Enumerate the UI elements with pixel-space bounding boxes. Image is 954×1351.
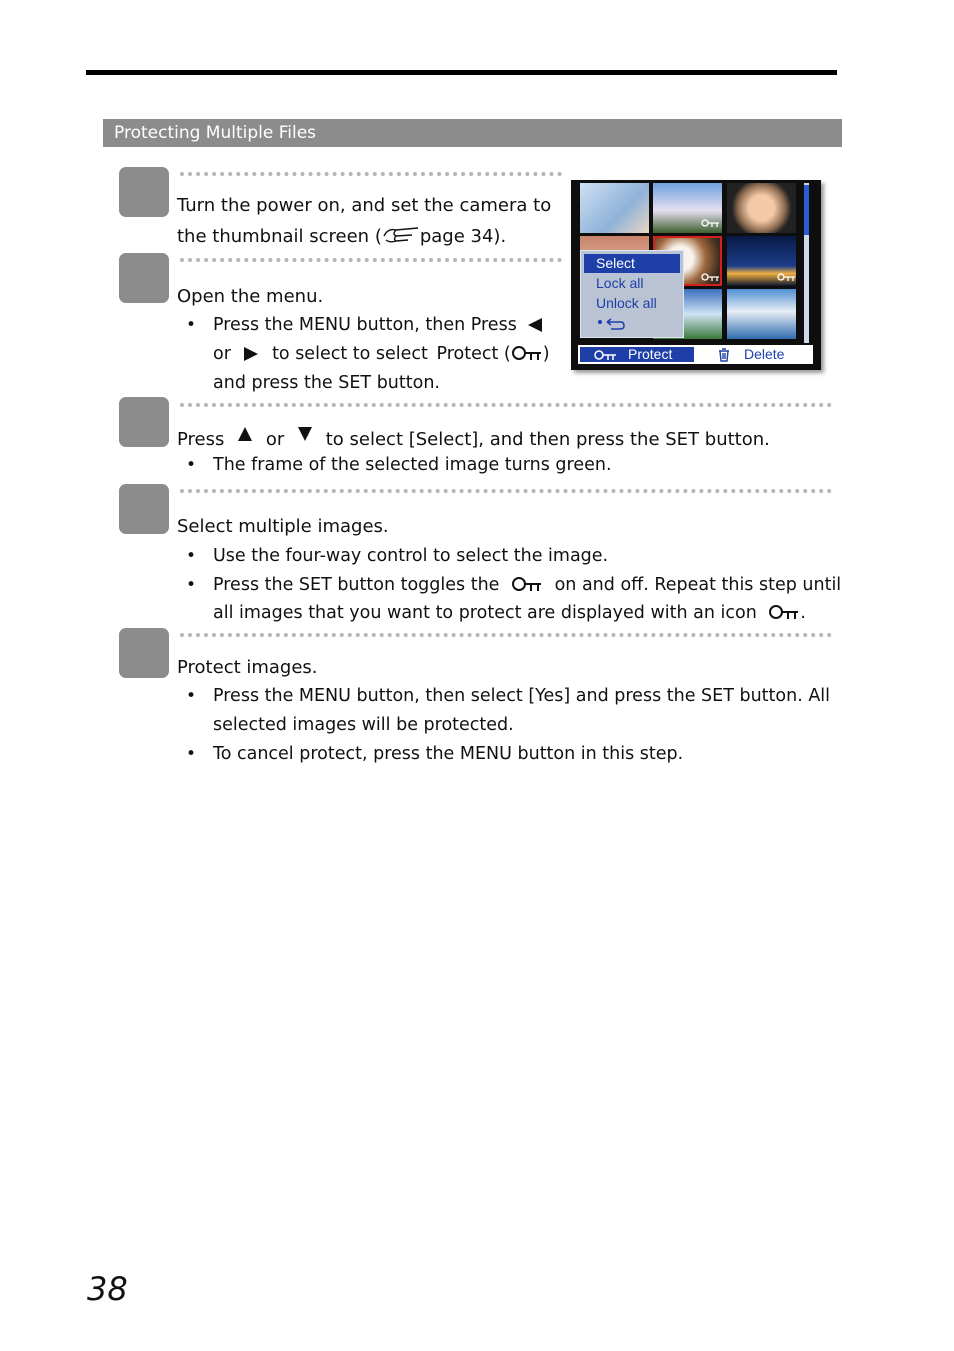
down-arrow-icon [296, 425, 314, 443]
set-label: SET [701, 686, 734, 706]
step-4-separator [180, 489, 832, 493]
step-5-separator [180, 633, 832, 637]
text: all images that you want to protect are displayed with an icon [213, 603, 757, 623]
bottom-delete-button[interactable] [717, 347, 811, 362]
step-5-bullet-1 [213, 684, 830, 708]
text: Press [177, 429, 225, 450]
menu-item-lock-all[interactable]: Lock all [596, 275, 644, 291]
text: and press the [570, 686, 702, 706]
left-arrow-icon [526, 317, 544, 333]
text: button toggles the [331, 575, 500, 595]
thumbnail-girl [727, 183, 796, 233]
text: button in this step. [511, 744, 684, 764]
step-2-separator [180, 258, 562, 262]
step-5-bullet-2 [213, 742, 683, 766]
step-badge-5 [119, 628, 169, 678]
bullet-dot: • [186, 546, 197, 566]
yes-label: [Yes] [528, 686, 571, 706]
bullet-dot: • [186, 315, 197, 335]
step-2-bullet-1 [213, 313, 544, 337]
step-4-title: Select multiple images. [177, 516, 389, 537]
bullet-dot: • [186, 744, 197, 764]
text: . [800, 603, 806, 623]
text: button, then select [350, 686, 529, 706]
step-2-title: Open the menu. [177, 286, 324, 307]
step-badge-4 [119, 484, 169, 534]
text: button. [371, 373, 440, 393]
step-badge-2 [119, 253, 169, 303]
text: To cancel protect, press the [213, 744, 460, 764]
bullet-dot: • [186, 575, 197, 595]
bullet-dot: • [186, 455, 197, 475]
step-3-separator [180, 403, 832, 407]
text: button, then Press [350, 315, 517, 335]
thumbnail-baby [580, 183, 649, 233]
section-header [103, 119, 842, 147]
camera-screen-illustration [571, 180, 821, 370]
protect-label: Protect [436, 344, 499, 364]
step-badge-1 [119, 167, 169, 217]
up-arrow-icon [236, 425, 254, 443]
bottom-delete-label: Delete [744, 346, 785, 362]
note-hand-icon [382, 224, 420, 244]
bottom-protect-button[interactable] [580, 347, 694, 362]
step-2-bullet-1-line-2 [213, 342, 550, 366]
menu-item-select[interactable]: Select [584, 254, 680, 273]
set-label: SET [338, 373, 372, 393]
protect-key-icon [768, 604, 800, 622]
set-label: SET [298, 575, 332, 595]
camera-menu [580, 250, 684, 338]
menu-label: MENU [459, 744, 512, 764]
step-badge-3 [119, 397, 169, 447]
step-5-title: Protect images. [177, 657, 318, 678]
step-1-line-2a: the thumbnail screen ( [177, 226, 382, 247]
step-3-title [177, 425, 770, 452]
trash-icon [717, 348, 731, 362]
menu-label: MENU [298, 315, 351, 335]
step-1-line-2b: page 34). [419, 226, 507, 247]
step-1-line-2 [177, 224, 506, 249]
protect-key-icon [594, 349, 618, 361]
right-arrow-icon [242, 346, 260, 362]
text: ) [542, 344, 550, 364]
section-title: Protecting Multiple Files [114, 123, 317, 143]
step-5-bullet-1-line-2: selected images will be protected. [213, 715, 514, 735]
protect-key-icon [511, 345, 543, 363]
scrollbar-thumb [804, 185, 809, 235]
text: ( [503, 344, 511, 364]
step-4-bullet-2-line-2 [213, 601, 806, 625]
thumbnail-jetski [727, 289, 796, 339]
text: to select [Select], and then press the SET button. [325, 429, 770, 450]
text: or [213, 344, 231, 364]
protect-key-icon [701, 218, 721, 228]
step-1-separator [180, 172, 562, 176]
text: on and off. Repeat this step until [554, 575, 842, 595]
page-number: 38 [87, 1270, 128, 1308]
step-1-line-1: Turn the power on, and set the camera to [177, 195, 552, 216]
text: Press the [213, 315, 299, 335]
text: Press the [213, 686, 299, 706]
protect-key-icon [511, 576, 543, 594]
menu-item-unlock-all[interactable]: Unlock all [596, 295, 657, 311]
return-icon[interactable] [597, 317, 625, 331]
step-3-bullet-1: The frame of the selected image turns green. [213, 455, 612, 475]
protect-key-icon [701, 272, 721, 282]
text: Press the [213, 575, 299, 595]
text: or [265, 429, 285, 450]
menu-label: MENU [298, 686, 351, 706]
text: and press the [213, 373, 339, 393]
text: button. All [733, 686, 831, 706]
step-4-bullet-2 [213, 573, 841, 597]
protect-key-icon [777, 272, 797, 282]
top-rule [86, 70, 837, 75]
bottom-protect-label: Protect [628, 346, 673, 362]
step-2-bullet-1-line-3 [213, 371, 440, 395]
bullet-dot: • [186, 686, 197, 706]
step-4-bullet-1: Use the four-way control to select the image. [213, 546, 609, 566]
text: to select to select [272, 344, 428, 364]
